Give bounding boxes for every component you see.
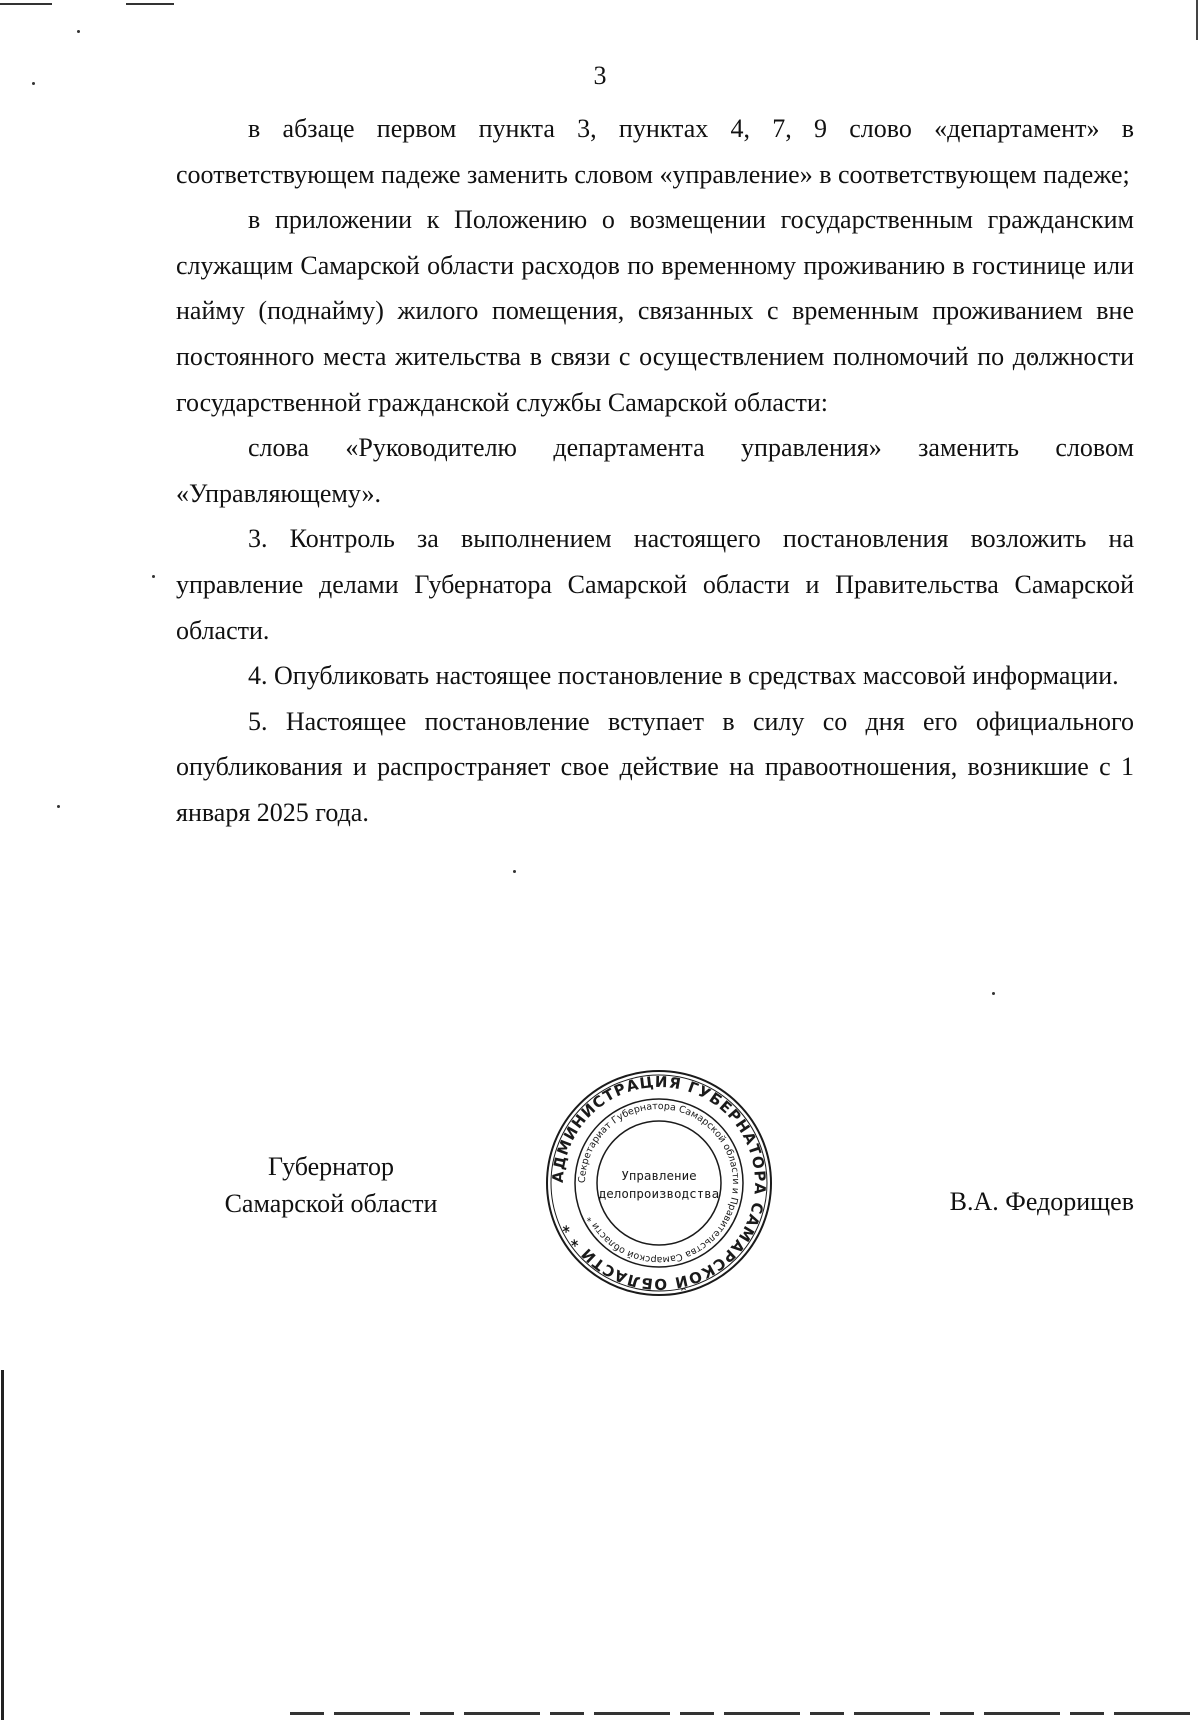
paragraph: в приложении к Положению о возмещении государственным гражданским служащим Самарской области расходов по временному проживанию в гостинице или найму (поднайму) жилого помещения, связанных с временным проживанием вне постоянного места жительства в связи с осуществлением полномочий по должности государственной гражданской службы Самарской области: bbox=[176, 205, 1134, 417]
paragraph: 3. Контроль за выполнением настоящего постановления возложить на управление делами Губернатора Самарской области и Правительства Самарской области. bbox=[176, 524, 1134, 645]
scan-edge-mark bbox=[1196, 0, 1198, 40]
seal-inner-text: Секретариат Губернатора Самарской области и Правительства Самарской области * bbox=[576, 1100, 742, 1266]
document-body bbox=[176, 106, 1134, 836]
seal-outer-text: АДМИНИСТРАЦИЯ ГУБЕРНАТОРА САМАРСКОЙ ОБЛАСТИ * * bbox=[548, 1072, 770, 1294]
paragraph: в абзаце первом пункта 3, пунктах 4, 7, 9 слово «департамент» в соответствующем падеже заменить словом «управление» в соответствующем падеже; bbox=[176, 114, 1134, 189]
page-number: 3 bbox=[593, 61, 607, 90]
signatory-title-line: Самарской области bbox=[224, 1189, 438, 1218]
scan-edge-mark bbox=[1, 1370, 4, 1720]
seal-center-line: Управление bbox=[621, 1168, 697, 1183]
paragraph: 5. Настоящее постановление вступает в силу со дня его официального опубликования и распространяет свое действие на правоотношения, возникшие с 1 января 2025 года. bbox=[176, 706, 1134, 827]
seal-center-line: делопроизводства bbox=[598, 1186, 720, 1201]
scan-speck bbox=[77, 30, 80, 33]
paragraph: слова «Руководителю департамента управления» заменить словом «Управляющему». bbox=[176, 433, 1134, 508]
signatory-title bbox=[196, 1148, 466, 1222]
scan-edge-mark bbox=[0, 3, 52, 5]
scan-edge-mark bbox=[290, 1712, 1190, 1715]
signatory-name: В.А. Федорищев bbox=[949, 1187, 1134, 1216]
scan-speck bbox=[57, 805, 60, 808]
scan-speck bbox=[513, 870, 516, 873]
scan-speck bbox=[152, 575, 155, 578]
signatory-title-line: Губернатор bbox=[268, 1152, 394, 1181]
official-seal bbox=[544, 1068, 774, 1298]
scan-edge-mark bbox=[126, 3, 174, 5]
scan-speck bbox=[992, 992, 995, 995]
paragraph: 4. Опубликовать настоящее постановление в средствах массовой информации. bbox=[248, 661, 1119, 691]
